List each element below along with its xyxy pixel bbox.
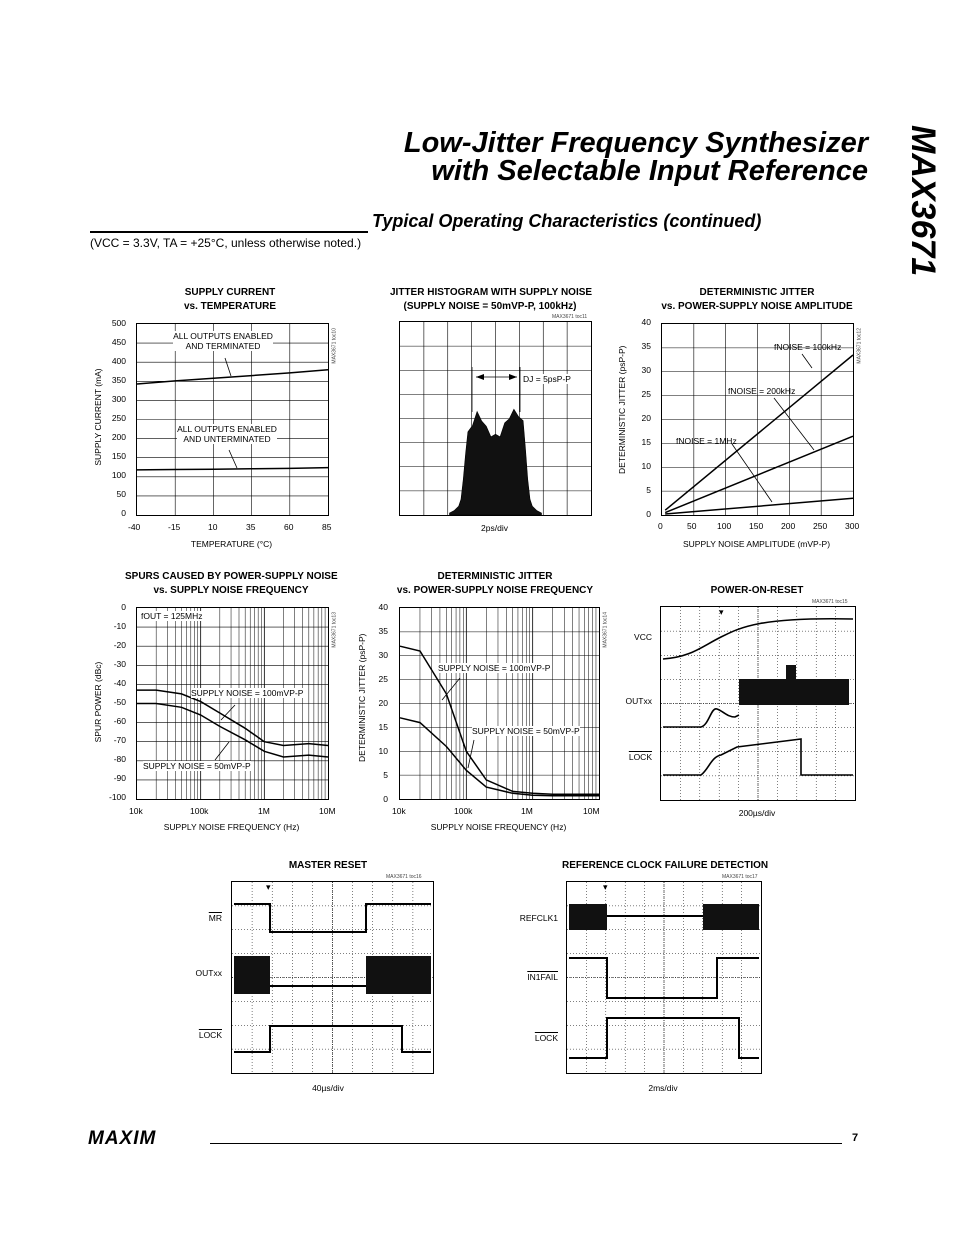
ytick: -10 bbox=[113, 621, 126, 631]
power-on-reset-xlabel: 200µs/div bbox=[738, 808, 776, 818]
ref-clock-failure-xlabel: 2ms/div bbox=[648, 1083, 678, 1093]
ref-clock-failure-scope bbox=[566, 881, 762, 1074]
section-rule bbox=[90, 231, 368, 233]
ytick: -60 bbox=[113, 716, 126, 726]
mr-out-burst2 bbox=[366, 956, 431, 994]
xtick: 1M bbox=[521, 806, 533, 816]
ytick: -80 bbox=[113, 754, 126, 764]
supply-current-xticks bbox=[126, 522, 338, 534]
ytick: 25 bbox=[378, 674, 388, 684]
spurs-ann1: SUPPLY NOISE = 100mVP-P bbox=[191, 688, 304, 698]
ytick: -90 bbox=[113, 773, 126, 783]
part-number-vertical bbox=[868, 125, 942, 380]
xtick: 10 bbox=[208, 522, 218, 532]
xtick: 100 bbox=[717, 521, 732, 531]
ytick: -40 bbox=[113, 678, 126, 688]
supply-current-title: SUPPLY CURRENT vs. TEMPERATURE bbox=[183, 287, 277, 312]
ref-clock-failure-title: REFERENCE CLOCK FAILURE DETECTION bbox=[562, 860, 769, 871]
por-sig2: OUTxx bbox=[625, 696, 652, 706]
ytick: 200 bbox=[111, 432, 126, 442]
supply-current-xlabel: TEMPERATURE (°C) bbox=[190, 539, 273, 549]
xtick: 300 bbox=[845, 521, 860, 531]
master-reset-title: MASTER RESET bbox=[288, 860, 368, 871]
supply-current-arrow1 bbox=[225, 358, 231, 376]
dj-amplitude-xticks bbox=[655, 521, 865, 533]
dj-frequency-xticks bbox=[390, 806, 610, 818]
por-sig3: LOCK bbox=[628, 752, 652, 762]
supply-current-yticks bbox=[100, 318, 130, 518]
ytick: 15 bbox=[641, 437, 651, 447]
dj-amplitude-arrow2 bbox=[774, 398, 814, 450]
ytick: 0 bbox=[121, 508, 126, 518]
ytick: 500 bbox=[111, 318, 126, 328]
supply-current-series-terminated bbox=[137, 370, 328, 384]
spurs-xlabel: SUPPLY NOISE FREQUENCY (Hz) bbox=[163, 822, 300, 832]
supply-current-ann1: ALL OUTPUTS ENABLED AND TERMINATED bbox=[173, 331, 273, 351]
dj-amplitude-xlabel: SUPPLY NOISE AMPLITUDE (mVP-P) bbox=[682, 539, 831, 549]
xtick: 1M bbox=[258, 806, 270, 816]
power-on-reset-svg bbox=[661, 607, 855, 800]
trigger-marker-icon: ▾ bbox=[266, 882, 271, 892]
power-on-reset-title: POWER-ON-RESET bbox=[710, 585, 804, 596]
rcf-sig1: REFCLK1 bbox=[519, 913, 558, 923]
ytick: 0 bbox=[646, 509, 651, 519]
dj-amplitude-code: MAX3671 toc12 bbox=[857, 328, 863, 364]
spurs-ann2: SUPPLY NOISE = 50mVP-P bbox=[143, 761, 251, 771]
por-out-trace bbox=[663, 709, 739, 727]
dj-amplitude-title: DETERMINISTIC JITTER vs. POWER-SUPPLY NOISE AMPLITUDE bbox=[661, 287, 853, 312]
supply-current-ann2: ALL OUTPUTS ENABLED AND UNTERMINATED bbox=[177, 424, 277, 444]
spurs-ylabel: SPUR POWER (dBc) bbox=[93, 661, 103, 743]
spurs-series-50mv bbox=[137, 704, 328, 758]
dj-frequency-xlabel: SUPPLY NOISE FREQUENCY (Hz) bbox=[430, 822, 567, 832]
power-on-reset-code: MAX3671 toc15 bbox=[812, 599, 848, 605]
ytick: 10 bbox=[641, 461, 651, 471]
master-reset-code: MAX3671 toc16 bbox=[386, 874, 422, 880]
ytick: 40 bbox=[378, 602, 388, 612]
maxim-logo-text: MAXIM bbox=[88, 1128, 157, 1149]
ytick: 450 bbox=[111, 337, 126, 347]
xtick: 0 bbox=[658, 521, 663, 531]
ytick: 35 bbox=[641, 341, 651, 351]
ytick: 40 bbox=[641, 317, 651, 327]
ytick: 50 bbox=[116, 489, 126, 499]
spurs-xticks bbox=[126, 806, 338, 818]
rcf-clk-burst2 bbox=[703, 904, 759, 930]
dj-amplitude-ann2: fNOISE = 200kHz bbox=[728, 386, 796, 396]
xtick: 150 bbox=[749, 521, 764, 531]
ytick: 400 bbox=[111, 356, 126, 366]
trigger-marker-icon: ▾ bbox=[719, 607, 724, 617]
conditions-note: (VCC = 3.3V, TA = +25°C, unless otherwise noted.) bbox=[90, 236, 362, 250]
ytick: 10 bbox=[378, 746, 388, 756]
rcf-sig3: LOCK bbox=[534, 1033, 558, 1043]
supply-current-svg bbox=[137, 324, 328, 515]
ytick: 25 bbox=[641, 389, 651, 399]
dj-frequency-arrow1 bbox=[442, 678, 460, 700]
section-title: Typical Operating Characteristics (continued) bbox=[372, 211, 762, 231]
xtick: 50 bbox=[687, 521, 697, 531]
jitter-histogram-svg bbox=[400, 322, 591, 515]
xtick: 10M bbox=[583, 806, 600, 816]
mr-sig2: OUTxx bbox=[195, 968, 222, 978]
por-out-burst bbox=[739, 665, 849, 705]
part-number-text: MAX3671 bbox=[904, 125, 942, 277]
ytick: 250 bbox=[111, 413, 126, 423]
xtick: 200 bbox=[781, 521, 796, 531]
ytick: 150 bbox=[111, 451, 126, 461]
ytick: 35 bbox=[378, 626, 388, 636]
spurs-arrow2 bbox=[215, 742, 229, 760]
ytick: 30 bbox=[641, 365, 651, 375]
xtick: 10k bbox=[129, 806, 143, 816]
xtick: 250 bbox=[813, 521, 828, 531]
dj-amplitude-plot bbox=[661, 323, 863, 516]
rcf-sig2: IN1FAIL bbox=[527, 972, 558, 982]
rcf-clk-burst1 bbox=[569, 904, 607, 930]
ref-clock-failure-code: MAX3671 toc17 bbox=[722, 874, 758, 880]
maxim-logo bbox=[88, 1128, 200, 1149]
xtick: 35 bbox=[246, 522, 256, 532]
ref-clock-failure-svg bbox=[567, 882, 761, 1073]
xtick: 10k bbox=[392, 806, 406, 816]
page-number: 7 bbox=[852, 1132, 859, 1144]
supply-current-series-unterminated bbox=[137, 468, 328, 470]
spurs-series-100mv bbox=[137, 690, 328, 745]
dj-amplitude-arrow1 bbox=[802, 354, 812, 368]
jitter-histogram-xlabel: 2ps/div bbox=[481, 523, 508, 533]
dj-arrow-right bbox=[509, 374, 517, 380]
dj-frequency-plot bbox=[399, 607, 609, 800]
trigger-marker-icon: ▾ bbox=[603, 882, 608, 892]
spurs-plot bbox=[136, 607, 338, 800]
mr-sig3: LOCK bbox=[198, 1030, 222, 1040]
ytick: -70 bbox=[113, 735, 126, 745]
footer-rule bbox=[210, 1143, 842, 1144]
dj-amplitude-ann3: fNOISE = 1MHz bbox=[676, 436, 737, 446]
xtick: -15 bbox=[168, 522, 181, 532]
dj-amplitude-ann1: fNOISE = 100kHz bbox=[774, 342, 842, 352]
xtick: 100k bbox=[190, 806, 209, 816]
ytick: 15 bbox=[378, 722, 388, 732]
por-sig1: VCC bbox=[634, 632, 652, 642]
ytick: 100 bbox=[111, 470, 126, 480]
jitter-histogram-plot bbox=[399, 321, 592, 516]
title-line2: with Selectable Input Reference bbox=[431, 155, 868, 187]
dj-amplitude-svg bbox=[662, 324, 853, 515]
spurs-ann0: fOUT = 125MHz bbox=[141, 611, 203, 621]
supply-current-ylabel: SUPPLY CURRENT (mA) bbox=[93, 368, 103, 466]
dj-arrow-left bbox=[476, 374, 484, 380]
ytick: 350 bbox=[111, 375, 126, 385]
mr-out-burst1 bbox=[234, 956, 270, 994]
dj-frequency-ann2: SUPPLY NOISE = 50mVP-P bbox=[472, 726, 580, 736]
jitter-histogram-code: MAX3671 toc11 bbox=[552, 314, 588, 320]
dj-amplitude-arrow3 bbox=[732, 444, 772, 502]
ytick: 0 bbox=[383, 794, 388, 804]
ytick: -30 bbox=[113, 659, 126, 669]
xtick: 60 bbox=[284, 522, 294, 532]
ytick: 5 bbox=[383, 770, 388, 780]
spurs-title: SPURS CAUSED BY POWER-SUPPLY NOISE vs. SUPPLY NOISE FREQUENCY bbox=[125, 571, 338, 596]
ytick: -100 bbox=[108, 792, 126, 802]
supply-current-arrow2 bbox=[229, 450, 237, 468]
xtick: -40 bbox=[128, 522, 141, 532]
ytick: 20 bbox=[378, 698, 388, 708]
dj-frequency-ann1: SUPPLY NOISE = 100mVP-P bbox=[438, 663, 551, 673]
master-reset-svg bbox=[232, 882, 433, 1073]
ytick: 5 bbox=[646, 485, 651, 495]
dj-frequency-svg bbox=[400, 608, 599, 799]
dj-frequency-ylabel: DETERMINISTIC JITTER (psP-P) bbox=[357, 633, 367, 762]
ytick: 0 bbox=[121, 602, 126, 612]
dj-amplitude-yticks bbox=[625, 317, 655, 517]
ytick: -50 bbox=[113, 697, 126, 707]
dj-amplitude-ylabel: DETERMINISTIC JITTER (psP-P) bbox=[617, 345, 627, 474]
ytick: 20 bbox=[641, 413, 651, 423]
master-reset-xlabel: 40µs/div bbox=[312, 1083, 344, 1093]
ytick: 30 bbox=[378, 650, 388, 660]
xtick: 85 bbox=[322, 522, 332, 532]
supply-current-plot bbox=[136, 323, 338, 516]
power-on-reset-scope bbox=[660, 606, 856, 801]
dj-frequency-code: MAX3671 toc14 bbox=[603, 612, 609, 648]
mr-sig1: $\overline{MR}$ bbox=[208, 913, 222, 923]
jitter-histogram-ann: DJ = 5psP-P bbox=[523, 374, 571, 384]
xtick: 100k bbox=[454, 806, 473, 816]
ytick: 300 bbox=[111, 394, 126, 404]
supply-current-code: MAX3671 toc10 bbox=[332, 328, 338, 364]
ytick: -20 bbox=[113, 640, 126, 650]
dj-amplitude-series-100khz bbox=[665, 355, 853, 510]
xtick: 10M bbox=[319, 806, 336, 816]
jitter-histogram-title: JITTER HISTOGRAM WITH SUPPLY NOISE (SUPPLY NOISE = 50mVP-P, 100kHz) bbox=[390, 287, 593, 312]
dj-frequency-title: DETERMINISTIC JITTER vs. POWER-SUPPLY NOISE FREQUENCY bbox=[396, 571, 594, 596]
title-line1: Low-Jitter Frequency Synthesizer bbox=[403, 127, 868, 159]
master-reset-scope bbox=[231, 881, 434, 1074]
spurs-code: MAX3671 toc13 bbox=[332, 612, 338, 648]
